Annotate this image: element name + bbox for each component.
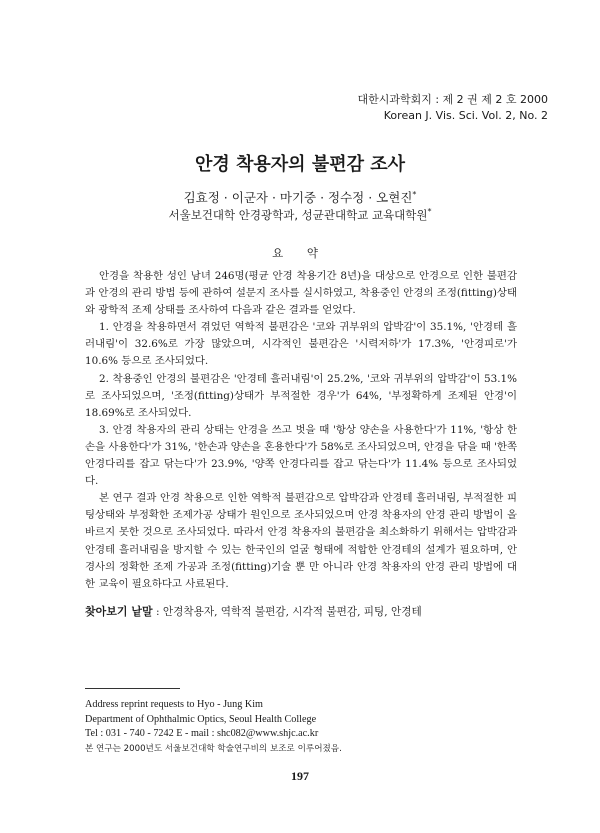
- paper-title: 안경 착용자의 불편감 조사: [194, 154, 406, 175]
- footnote-divider: [85, 688, 180, 689]
- keywords-label: 찾아보기 낱말: [85, 605, 153, 618]
- footnote-funding: 본 연구는 2000년도 서울보건대학 학술연구비의 보조로 이루어졌음.: [85, 743, 342, 754]
- journal-citation-english: Korean J. Vis. Sci. Vol. 2, No. 2: [383, 109, 548, 122]
- footnote-department: Department of Ophthalmic Optics, Seoul Health College: [85, 713, 317, 725]
- abstract-paragraph: 1. 안경을 착용하면서 겪었던 역학적 불편감은 '코와 귀부위의 압박감'이 35.1%, '안경테 흘러내림'이 32.6%로 가장 많았으며, 시각적인 불편감은 '시력저하'가 17.3%, '안경피로'가 10.6% 등으로 조사되었다.: [85, 321, 517, 368]
- keywords: [85, 603, 525, 619]
- footnote-contact: Tel : 031 - 740 - 7242 E - mail : shc082@www.shjc.ac.kr: [85, 728, 319, 739]
- affiliation: [0, 207, 600, 223]
- abstract-paragraph: 3. 안경 착용자의 관리 상태는 안경을 쓰고 벗을 때 '항상 양손을 사용한다'가 11%, '항상 한 손을 사용한다'가 31%, '한손과 양손을 혼용한다'가 58%로 조사되었으며, 안경을 닦을 때 '한쪽 안경다리를 잡고 닦는다'가 23.9%, '양쪽 안경다리를 잡고 닦는다'가 11.4% 등으로 조사되었다.: [85, 423, 517, 488]
- author-mark: *: [412, 189, 417, 199]
- abstract-paragraph: 본 연구 결과 안경 착용으로 인한 역학적 불편감으로 압박감과 안경테 흘러내림, 부적절한 피팅상태와 부정확한 조제가공 상태가 원인으로 조사되었으며 안경 착용자의 안경 관리 방법이 올바르지 못한 것으로 조사되었다. 따라서 안경 착용자의 불편감을 최소화하기 위해서는 압박감과 안경테 흘러내림을 방지할 수 있는 한국인의 얼굴 형태에 적합한 안경테의 설계가 필요하며, 안경사의 정확한 조제 가공과 조정(fitting)기술 뿐 만 아니라 안경 착용자의 안경 관리 방법에 대한 교육이 필요하다고 사료된다.: [85, 492, 517, 590]
- footnote: [85, 698, 342, 756]
- abstract-paragraph: 2. 착용중인 안경의 불편감은 '안경테 흘러내림'이 25.2%, '코와 귀부위의 압박감'이 53.1%로 조사되었으며, '조정(fitting)상태가 부적절한 경우'가 64%, '부정확하게 조제된 안경'이 18.69%로 조사되었다.: [85, 372, 517, 419]
- abstract-heading: 요 약: [272, 246, 328, 260]
- page-number: 197: [291, 769, 309, 783]
- author-names: 김효정 · 이군자 · 마기중 · 정수정 · 오현진: [183, 190, 413, 205]
- journal-citation: [357, 92, 548, 124]
- author-list: [0, 188, 600, 206]
- abstract-paragraph: 안경을 착용한 성인 남녀 246명(평균 안경 착용기간 8년)을 대상으로 안경으로 인한 불편감과 안경의 관리 방법 등에 관하여 설문지 조사를 실시하였고, 착용중인 안경의 조정(fitting)상태와 광학적 조제 상태를 조사하여 다음과 같은 결과를 얻었다.: [85, 270, 517, 317]
- journal-citation-korean: 대한시과학회지 : 제 2 권 제 2 호 2000: [357, 93, 548, 106]
- abstract-body: [85, 268, 517, 593]
- affiliation-text: 서울보건대학 안경광학과, 성균관대학교 교육대학원: [168, 208, 428, 222]
- footnote-address: Address reprint requests to Hyo - Jung Kim: [85, 699, 263, 710]
- affiliation-mark: *: [427, 207, 432, 217]
- keywords-list: : 안경착용자, 역학적 불편감, 시각적 불편감, 피팅, 안경테: [152, 606, 422, 618]
